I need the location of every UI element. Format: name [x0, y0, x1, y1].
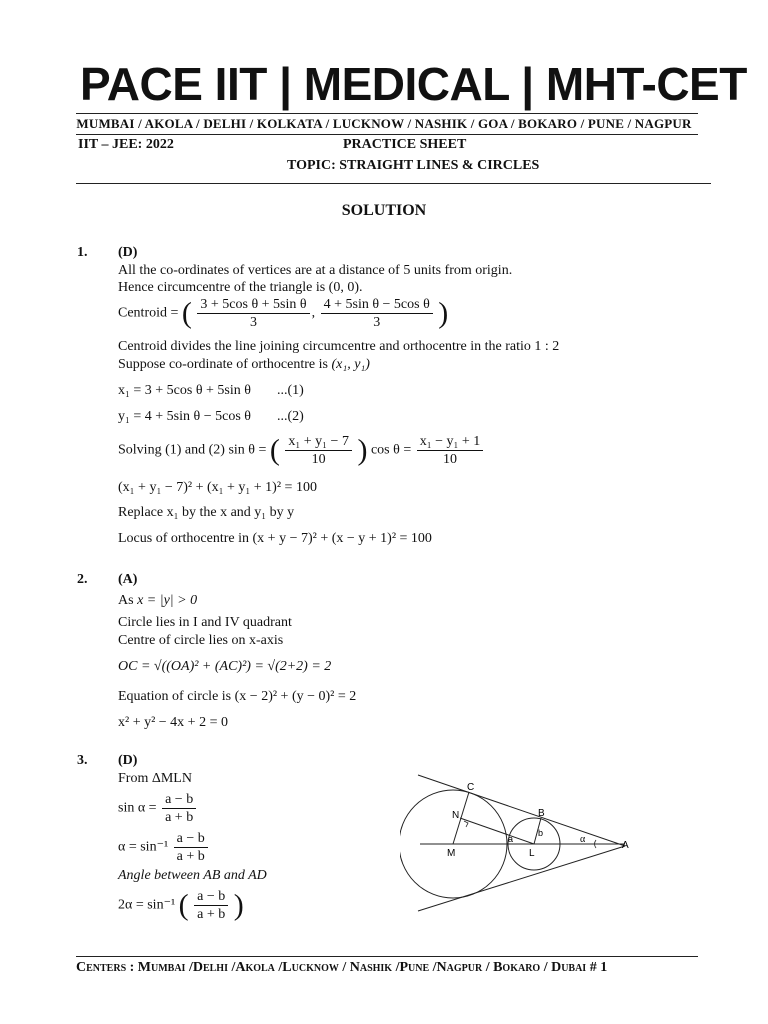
q2-number: 2.	[77, 572, 88, 587]
q1-eq2-tag: ...(2)	[277, 409, 304, 424]
q3-line1: From ΔMLN	[118, 771, 192, 786]
q2-line3: Centre of circle lies on x-axis	[118, 633, 284, 648]
solving-text: Solving (1) and (2)	[118, 442, 225, 458]
q1-answer: (D)	[118, 245, 138, 260]
solution-title: SOLUTION	[341, 202, 427, 219]
q1-eq3: (x₁ + y₁ − 7)² + (x₁ + y₁ + 1)² = 100	[118, 480, 317, 495]
label-l: L	[529, 848, 535, 859]
cos-numerator: x₁ − y₁ + 1	[417, 433, 484, 451]
cx-denominator: 3	[249, 315, 257, 330]
exam-label: IIT – JEE: 2022	[78, 137, 174, 152]
q2-line5	[118, 689, 356, 705]
q3-alpha-lhs: α = sin⁻¹	[118, 839, 169, 855]
q3-alpha	[118, 830, 210, 865]
header-rule-top	[76, 113, 698, 114]
city-list: MUMBAI / AKOLA / DELHI / KOLKATA / LUCKNOW / NASHIK / GOA / BOKARO / PUNE / NAGPUR	[76, 116, 692, 131]
right-angle-mark	[464, 821, 468, 827]
label-a: A	[622, 840, 629, 851]
q1-line1: All the co-ordinates of vertices are at a distance of 5 units from origin.	[118, 263, 513, 278]
q3-two-alpha-lhs: 2α = sin⁻¹	[118, 897, 176, 913]
cy-numerator: 4 + 5sin θ − 5cos θ	[321, 296, 433, 314]
upper-tangent	[418, 775, 625, 846]
q1-line5	[118, 357, 370, 373]
centroid-label: Centroid =	[118, 305, 179, 321]
header-rule-bottom	[76, 183, 711, 184]
brand-logo: PACE IIT | MEDICAL | MHT-CET	[80, 58, 747, 110]
label-b-small: b	[538, 828, 544, 838]
q3-sin-alpha	[118, 791, 198, 826]
sin-denominator: 10	[311, 452, 326, 467]
footer-centers: Centers : Mumbai /Delhi /Akola /Lucknow / Nashik /Pune /Nagpur / Bokaro / Dubai # 1	[76, 960, 608, 975]
q3-tangent-circles-figure	[400, 770, 640, 915]
q3-answer: (D)	[118, 753, 138, 768]
q2-line5-math: (x − 2)² + (y − 0)² = 2	[234, 689, 357, 704]
label-c: C	[467, 782, 475, 793]
q3-sin-den: a + b	[165, 810, 194, 825]
cy-denominator: 3	[373, 315, 381, 330]
q3-line4: Angle between AB and AD	[118, 868, 267, 883]
footer-rule	[76, 956, 698, 957]
q3-two-alpha-num: a − b	[194, 888, 228, 906]
q3-sin-num: a − b	[162, 791, 196, 809]
q2-line1-text: As	[118, 593, 134, 608]
q2-line1	[118, 593, 197, 609]
label-b: B	[538, 808, 545, 819]
q1-locus-eq: (x + y − 7)² + (x − y + 1)² = 100	[252, 531, 432, 546]
header-rule-mid	[76, 134, 698, 135]
q3-alpha-den: a + b	[176, 849, 205, 864]
q1-line2: Hence circumcentre of the triangle is (0, 0).	[118, 280, 363, 295]
q1-eq2: y₁ = 4 + 5sin θ − 5cos θ	[118, 409, 251, 424]
q3-two-alpha: 2α = sin⁻¹ ( $\frac{a - b}{a + b}$ )	[118, 888, 244, 922]
q2-line2: Circle lies in I and IV quadrant	[118, 615, 292, 630]
q1-replace: Replace x₁ by the x and y₁ by y	[118, 505, 295, 520]
q2-answer: (A)	[118, 572, 138, 587]
cx-numerator: 3 + 5cos θ + 5sin θ	[197, 296, 309, 314]
q3-two-alpha-den: a + b	[197, 907, 226, 922]
q2-line4: OC = √((OA)² + (AC)²) = √(2+2) = 2	[118, 659, 332, 674]
q2-line6: x² + y² − 4x + 2 = 0	[118, 715, 228, 730]
q2-line1-math: x = |y| > 0	[137, 593, 198, 608]
sin-lhs: sin θ =	[228, 442, 267, 458]
q1-eq1-tag: ...(1)	[277, 383, 304, 398]
q1-solving: Solving (1) and (2) sin θ = ( $\frac{\text{x₁ + y₁ − 7}}{10}$ ) cos θ = $\frac{\text{x₁ − y₁ + 1}}{10}$	[118, 433, 485, 468]
topic-label: TOPIC: STRAIGHT LINES & CIRCLES	[287, 158, 540, 173]
q1-eq1: x₁ = 3 + 5cos θ + 5sin θ	[118, 383, 251, 398]
q1-line5-text: Suppose co-ordinate of orthocentre is	[118, 357, 328, 372]
sin-numerator: x₁ + y₁ − 7	[285, 433, 352, 451]
cos-lhs: cos θ =	[370, 442, 412, 458]
cos-denominator: 10	[443, 452, 457, 467]
label-alpha: α	[580, 834, 586, 845]
q1-line4: Centroid divides the line joining circumcentre and orthocentre in the ratio 1 : 2	[118, 339, 560, 354]
label-n: N	[452, 810, 460, 821]
segment-nl	[460, 818, 534, 844]
q2-line5-text: Equation of circle is	[118, 689, 232, 704]
q1-locus	[118, 531, 432, 547]
q3-number: 3.	[77, 753, 88, 768]
q1-locus-text: Locus of orthocentre in	[118, 531, 250, 546]
q3-alpha-num: a − b	[174, 830, 208, 848]
label-a-small: a	[508, 834, 514, 844]
q1-centroid: Centroid = ( $\frac{\text{3 + 5cos θ + 5sin θ}}{3}$ , $\frac{\text{4 + 5sin θ − 5cos θ}}{3}$ )	[118, 296, 449, 330]
q1-number: 1.	[77, 245, 88, 260]
q3-sin-lhs: sin α =	[118, 800, 157, 816]
sheet-label: PRACTICE SHEET	[343, 137, 467, 152]
label-m: M	[447, 848, 456, 859]
q1-line5-math: (x₁, y₁)	[331, 357, 370, 372]
